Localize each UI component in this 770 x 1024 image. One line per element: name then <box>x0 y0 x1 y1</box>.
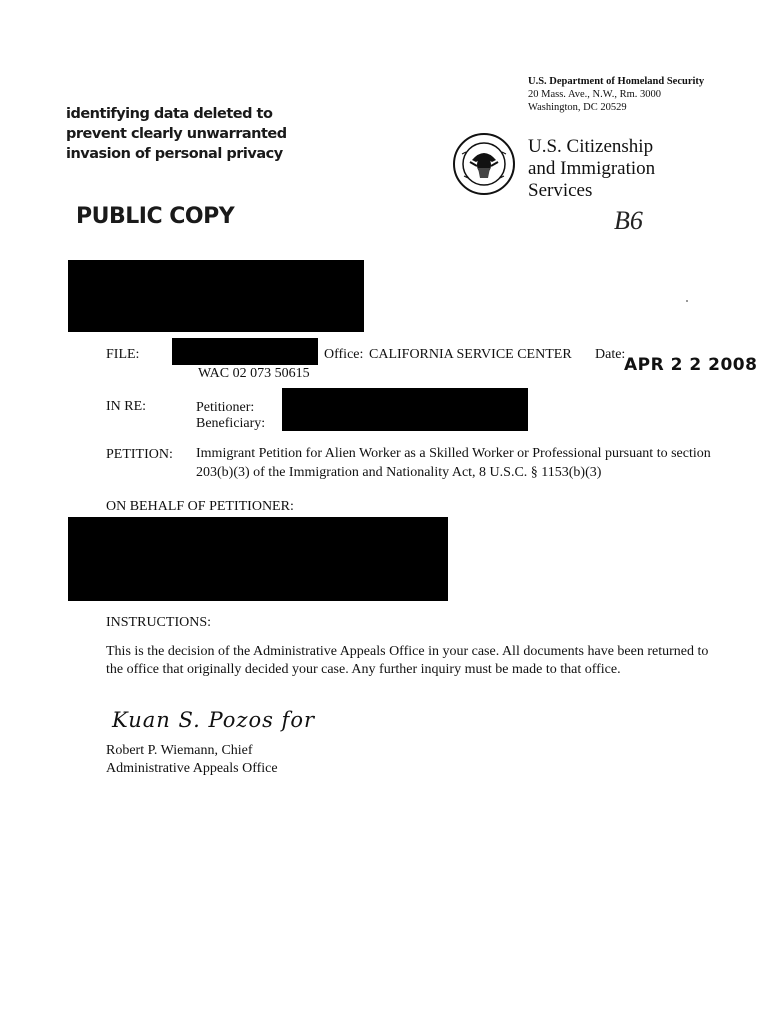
petition-label: PETITION: <box>106 447 173 462</box>
instructions-line-1: This is the decision of the Administrative Appeals Office in your case. All documents have been returned to <box>106 644 709 659</box>
in-re-label: IN RE: <box>106 399 147 414</box>
file-label: FILE: <box>106 347 140 362</box>
petition-text-line-1: Immigrant Petition for Alien Worker as a Skilled Worker or Professional pursuant to section <box>196 446 711 461</box>
date-label: Date: <box>595 347 626 362</box>
agency-name <box>528 136 655 202</box>
dhs-city-address: Washington, DC 20529 <box>528 102 627 113</box>
beneficiary-label: Beneficiary: <box>196 416 266 431</box>
dhs-department-name: U.S. Department of Homeland Security <box>528 76 705 87</box>
redaction-block-representative <box>68 517 448 601</box>
redaction-block-parties <box>282 388 528 431</box>
file-number: WAC 02 073 50615 <box>198 366 310 381</box>
agency-line-1: U.S. Citizenship <box>528 136 654 157</box>
agency-line-3: Services <box>528 180 593 201</box>
instructions-line-2: the office that originally decided your case. Any further inquiry must be made to that office. <box>106 662 621 677</box>
signatory-office: Administrative Appeals Office <box>106 761 278 776</box>
office-label: Office: <box>324 347 364 362</box>
stamp-line-3: invasion of personal privacy <box>66 146 283 162</box>
dhs-seal-icon <box>452 132 516 196</box>
privacy-redaction-stamp <box>66 104 306 164</box>
agency-line-2: and Immigration <box>528 158 656 179</box>
redaction-block-address <box>68 260 364 332</box>
petition-text-line-2: 203(b)(3) of the Immigration and Nationality Act, 8 U.S.C. § 1153(b)(3) <box>196 465 602 480</box>
office-value: CALIFORNIA SERVICE CENTER <box>369 347 572 362</box>
stamp-line-1: identifying data deleted to <box>66 106 273 122</box>
decision-date-stamp: APR 2 2 2008 <box>624 355 758 375</box>
signatory-name: Robert P. Wiemann, Chief <box>106 743 253 758</box>
on-behalf-label: ON BEHALF OF PETITIONER: <box>106 499 294 514</box>
dhs-street-address: 20 Mass. Ave., N.W., Rm. 3000 <box>528 89 662 100</box>
redaction-block-file <box>172 338 318 365</box>
handwritten-signature: Kuan S. Pozos for <box>112 708 315 732</box>
stamp-line-2: prevent clearly unwarranted <box>66 126 287 142</box>
instructions-heading: INSTRUCTIONS: <box>106 615 212 630</box>
handwritten-exemption-code: B6 <box>614 206 643 235</box>
public-copy-stamp: PUBLIC COPY <box>76 204 235 229</box>
petitioner-label: Petitioner: <box>196 400 255 415</box>
scan-speck <box>686 300 688 302</box>
dhs-address-block <box>528 75 704 114</box>
